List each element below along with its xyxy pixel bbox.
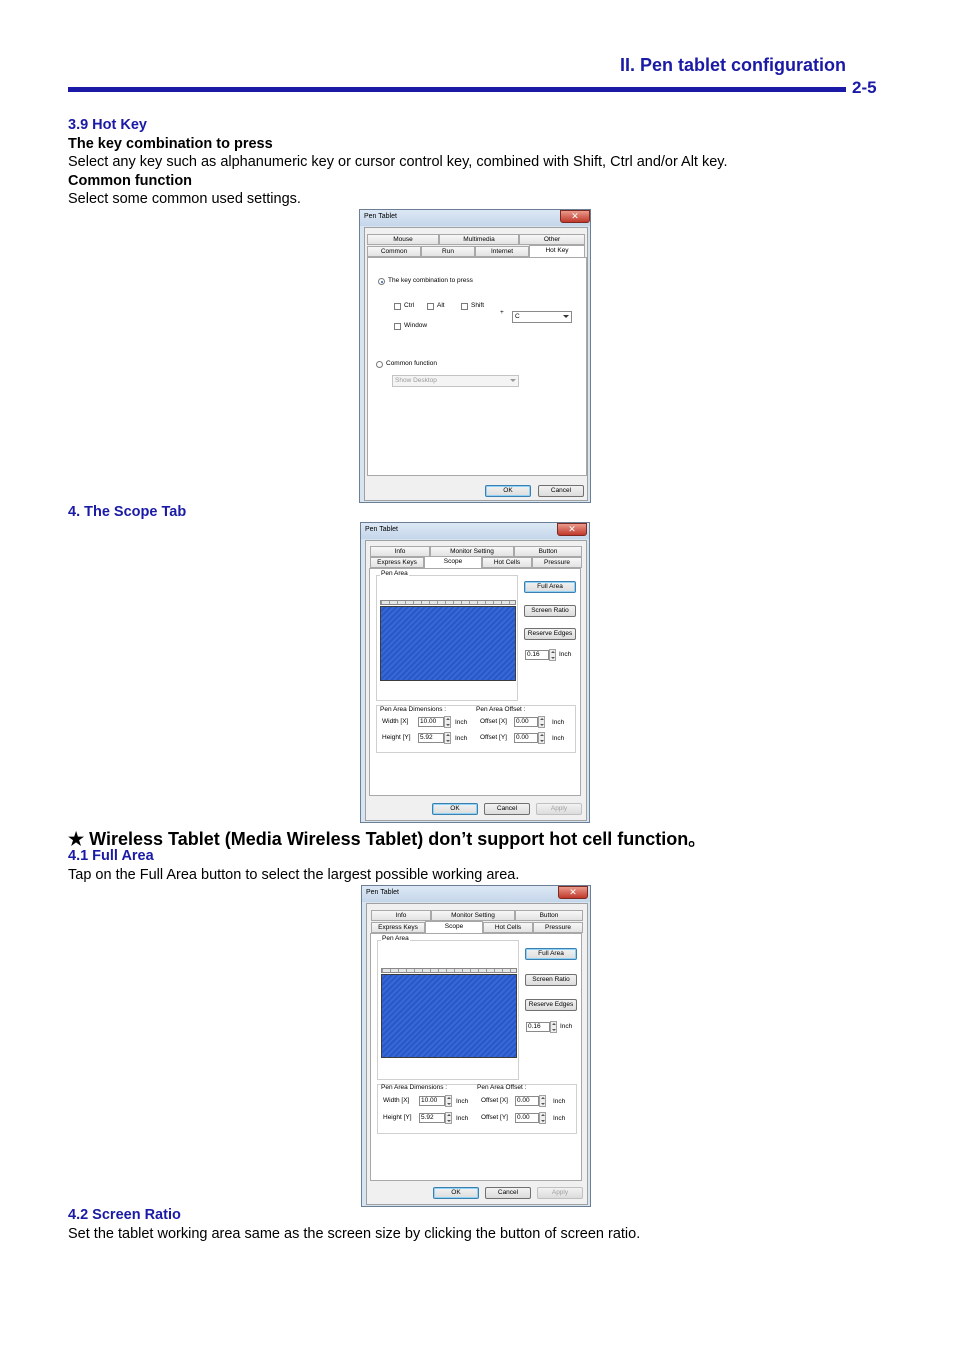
paragraph-screen-ratio: Set the tablet working area same as the screen size by clicking the button of screen ratio. <box>68 1226 641 1242</box>
plus-sign: + <box>500 309 504 316</box>
tab-internet[interactable]: Internet <box>475 246 529 257</box>
offset-x-unit: Inch <box>552 719 565 726</box>
tab-mouse[interactable]: Mouse <box>367 234 439 245</box>
height-input[interactable]: 5.92 <box>419 1113 445 1123</box>
cancel-button[interactable]: Cancel <box>484 803 530 815</box>
close-icon[interactable]: ✕ <box>557 523 587 536</box>
offset-x-label: Offset [X] <box>480 718 507 725</box>
tab-info[interactable]: Info <box>371 910 431 921</box>
offset-y-spinner[interactable] <box>539 1112 546 1124</box>
section-title-hot-key: 3.9 Hot Key <box>68 117 147 133</box>
width-label: Width [X] <box>382 718 409 725</box>
wireless-note-text: Wireless Tablet (Media Wireless Tablet) don’t support hot cell function。 <box>89 829 707 849</box>
tab-common[interactable]: Common <box>367 246 421 257</box>
scope-panel <box>369 568 581 796</box>
tab-run[interactable]: Run <box>421 246 475 257</box>
radio-key-combination-label: The key combination to press <box>388 277 473 284</box>
checkbox-ctrl-label: Ctrl <box>404 302 415 309</box>
dimensions-group <box>377 1084 577 1134</box>
width-unit: Inch <box>455 719 468 726</box>
offset-y-label: Offset [Y] <box>480 734 507 741</box>
offset-title: Pen Area Offset : <box>476 706 526 713</box>
scope-dialog <box>360 522 590 823</box>
offset-x-input[interactable]: 0.00 <box>514 717 538 727</box>
offset-y-unit: Inch <box>552 735 565 742</box>
pen-area-map[interactable] <box>381 974 517 1058</box>
tab-express-keys[interactable]: Express Keys <box>370 557 424 568</box>
tab-other[interactable]: Other <box>519 234 585 245</box>
full-area-dialog <box>361 885 591 1207</box>
width-spinner[interactable] <box>444 716 451 728</box>
chevron-down-icon <box>510 379 516 382</box>
screen-ratio-button[interactable]: Screen Ratio <box>525 974 577 986</box>
offset-y-input[interactable]: 0.00 <box>514 733 538 743</box>
tab-hot-cells[interactable]: Hot Cells <box>483 922 533 933</box>
width-unit: Inch <box>456 1098 469 1105</box>
paragraph-full-area: Tap on the Full Area button to select the largest possible working area. <box>68 867 520 883</box>
section-title-full-area: 4.1 Full Area <box>68 848 154 864</box>
tab-hot-key[interactable]: Hot Key <box>529 245 585 257</box>
screen-ratio-button[interactable]: Screen Ratio <box>524 605 576 617</box>
subheading-common-function: Common function <box>68 173 193 189</box>
dialog-title: Pen Tablet <box>364 213 397 220</box>
dialog-body <box>364 227 588 501</box>
width-spinner[interactable] <box>445 1095 452 1107</box>
dialog-titlebar <box>361 523 589 539</box>
checkbox-ctrl[interactable] <box>394 303 401 310</box>
section-title-screen-ratio: 4.2 Screen Ratio <box>68 1207 181 1223</box>
tab-express-keys[interactable]: Express Keys <box>371 922 425 933</box>
height-label: Height [Y] <box>383 1114 412 1121</box>
height-input[interactable]: 5.92 <box>418 733 444 743</box>
header-title: II. Pen tablet configuration <box>619 55 846 75</box>
key-select[interactable] <box>512 311 572 323</box>
header-rule <box>68 87 846 92</box>
pen-area-title: Pen Area <box>382 935 409 942</box>
height-label: Height [Y] <box>382 734 411 741</box>
star-icon: ★ <box>68 829 85 849</box>
tab-button[interactable]: Button <box>515 910 583 921</box>
radio-common-function[interactable] <box>376 361 383 368</box>
section-title-scope-tab: 4. The Scope Tab <box>68 504 187 520</box>
height-spinner[interactable] <box>445 1112 452 1124</box>
close-icon[interactable]: ✕ <box>558 886 588 899</box>
dialog-title: Pen Tablet <box>366 889 399 896</box>
full-area-button[interactable]: Full Area <box>525 948 577 960</box>
cancel-button[interactable]: Cancel <box>538 485 584 497</box>
edge-input[interactable]: 0.16 <box>526 1022 550 1032</box>
height-unit: Inch <box>455 735 468 742</box>
dialog-titlebar <box>360 210 590 226</box>
apply-button[interactable]: Apply <box>536 803 582 815</box>
key-select-value: C <box>515 313 520 320</box>
offset-x-label: Offset [X] <box>481 1097 508 1104</box>
checkbox-shift[interactable] <box>461 303 468 310</box>
paragraph-key-combination: Select any key such as alphanumeric key or cursor control key, combined with Shift, Ctrl and/or Alt key. <box>68 154 728 170</box>
dialog-body <box>366 903 588 1205</box>
checkbox-alt[interactable] <box>427 303 434 310</box>
checkbox-window-label: Window <box>404 322 428 329</box>
cancel-button[interactable]: Cancel <box>485 1187 531 1199</box>
dimensions-title: Pen Area Dimensions : <box>381 1084 448 1091</box>
tab-hot-cells[interactable]: Hot Cells <box>482 557 532 568</box>
chevron-down-icon <box>563 315 569 318</box>
ok-button[interactable]: OK <box>485 485 531 497</box>
offset-y-spinner[interactable] <box>538 732 545 744</box>
pen-area-ruler <box>380 600 516 605</box>
width-label: Width [X] <box>383 1097 410 1104</box>
width-input[interactable]: 10.00 <box>418 717 444 727</box>
offset-x-unit: Inch <box>553 1098 566 1105</box>
close-icon[interactable]: ✕ <box>560 210 590 223</box>
ok-button[interactable]: OK <box>432 803 478 815</box>
hotkey-dialog <box>359 209 591 503</box>
offset-y-unit: Inch <box>553 1115 566 1122</box>
height-unit: Inch <box>456 1115 469 1122</box>
tab-button[interactable]: Button <box>514 546 582 557</box>
common-function-value: Show Desktop <box>395 377 437 384</box>
reserve-edges-button[interactable]: Reserve Edges <box>524 628 576 640</box>
tab-scope[interactable]: Scope <box>424 556 482 568</box>
width-input[interactable]: 10.00 <box>419 1096 445 1106</box>
tab-pressure[interactable]: Pressure <box>533 922 583 933</box>
edge-input[interactable]: 0.16 <box>525 650 549 660</box>
pen-area-title: Pen Area <box>381 570 408 577</box>
scope-panel <box>370 933 582 1181</box>
tab-monitor-setting[interactable]: Monitor Setting <box>431 910 515 921</box>
offset-title: Pen Area Offset : <box>477 1084 527 1091</box>
common-function-select[interactable] <box>392 375 519 387</box>
offset-x-spinner[interactable] <box>539 1095 546 1107</box>
edge-unit: Inch <box>559 651 572 658</box>
edge-spinner[interactable] <box>549 649 556 661</box>
pen-area-map[interactable] <box>380 606 516 681</box>
offset-x-spinner[interactable] <box>538 716 545 728</box>
offset-y-input[interactable]: 0.00 <box>515 1113 539 1123</box>
hotkey-panel <box>367 257 587 476</box>
pen-area-ruler <box>381 968 517 973</box>
checkbox-alt-label: Alt <box>437 302 445 309</box>
height-spinner[interactable] <box>444 732 451 744</box>
tab-monitor-setting[interactable]: Monitor Setting <box>430 546 514 557</box>
radio-key-combination[interactable] <box>378 278 385 285</box>
subheading-key-combination: The key combination to press <box>68 136 273 152</box>
offset-y-label: Offset [Y] <box>481 1114 508 1121</box>
tab-pressure[interactable]: Pressure <box>532 557 582 568</box>
dialog-body <box>365 540 587 821</box>
wireless-note <box>68 825 706 851</box>
full-area-button[interactable]: Full Area <box>524 581 576 593</box>
paragraph-common-function: Select some common used settings. <box>68 191 301 207</box>
edge-spinner[interactable] <box>550 1021 557 1033</box>
checkbox-shift-label: Shift <box>471 302 485 309</box>
tab-info[interactable]: Info <box>370 546 430 557</box>
apply-button[interactable]: Apply <box>537 1187 583 1199</box>
dialog-titlebar <box>362 886 590 902</box>
tab-multimedia[interactable]: Multimedia <box>439 234 519 245</box>
reserve-edges-button[interactable]: Reserve Edges <box>525 999 577 1011</box>
tab-scope[interactable]: Scope <box>425 921 483 933</box>
offset-x-input[interactable]: 0.00 <box>515 1096 539 1106</box>
checkbox-window[interactable] <box>394 323 401 330</box>
edge-unit: Inch <box>560 1023 573 1030</box>
page-number: 2-5 <box>852 78 877 97</box>
dialog-title: Pen Tablet <box>365 526 398 533</box>
ok-button[interactable]: OK <box>433 1187 479 1199</box>
dimensions-title: Pen Area Dimensions : <box>380 706 447 713</box>
radio-common-function-label: Common function <box>386 360 437 367</box>
